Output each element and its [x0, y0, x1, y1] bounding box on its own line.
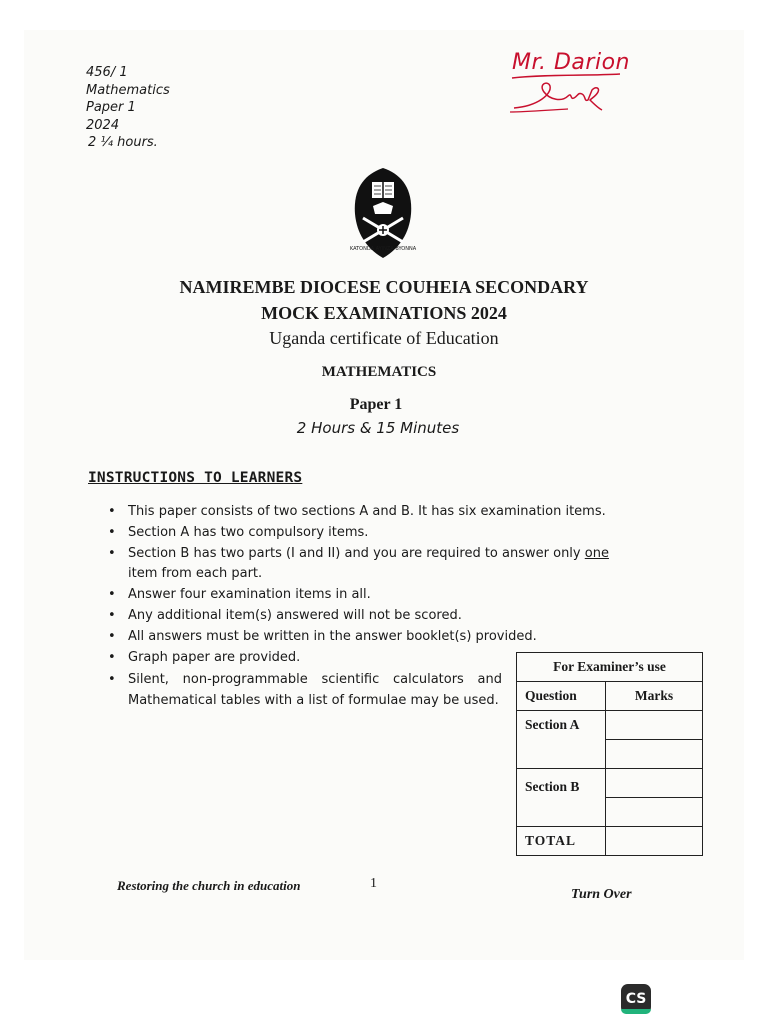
instruction-item: • Graph paper are provided.	[104, 648, 674, 668]
instruction-item: • All answers must be written in the answer booklet(s) provided.	[104, 627, 674, 647]
instruction-item: • This paper consists of two sections A and B. It has six examination items.	[104, 502, 674, 522]
exam-duration: 2 Hours & 15 Minutes	[296, 419, 460, 437]
instruction-item: • Section A has two compulsory items.	[104, 523, 674, 543]
turn-over-label: Turn Over	[571, 887, 632, 902]
section-b-label: Section B	[517, 769, 606, 827]
instruction-item: • Answer four examination items in all.	[104, 585, 674, 605]
section-b-marks-cell-2[interactable]	[606, 798, 703, 827]
paper-year: 2024	[86, 117, 120, 133]
page-number: 1	[370, 876, 377, 891]
section-a-label: Section A	[517, 711, 606, 769]
total-label: TOTAL	[517, 827, 606, 856]
section-b-marks-cell-1[interactable]	[606, 769, 703, 798]
paper-subject: Mathematics	[86, 82, 170, 98]
column-header-question: Question	[517, 682, 606, 711]
subject-title: MATHEMATICS	[321, 364, 437, 380]
section-a-marks-cell-2[interactable]	[606, 740, 703, 769]
examiner-handwritten-name: Mr. Darion	[512, 50, 630, 75]
certificate-name: Uganda certificate of Education	[269, 328, 499, 348]
camscanner-watermark-icon	[621, 984, 651, 1014]
instruction-item: • Silent, non-programmable scientific calculators and Mathematical tables with a list of formulae may be used.	[104, 669, 502, 711]
section-a-marks-cell-1[interactable]	[606, 711, 703, 740]
instruction-item: • Section B has two parts (I and II) and you are required to answer only one item from each part.	[104, 544, 674, 584]
watermark-label: CS	[625, 991, 647, 1007]
total-marks-cell[interactable]	[606, 827, 703, 856]
crest-motto: KATONDA AYINZA BYONNA	[349, 246, 417, 252]
paper-number: Paper 1	[86, 100, 136, 115]
paper-hours: 2 ¼ hours.	[88, 135, 158, 150]
examiner-table-caption: For Examiner’s use	[517, 653, 703, 682]
exam-title: MOCK EXAMINATIONS 2024	[261, 303, 507, 323]
instructions-heading: INSTRUCTIONS TO LEARNERS	[88, 470, 303, 486]
instruction-emphasis: one	[584, 546, 609, 561]
examiner-use-table	[516, 652, 703, 856]
watermark-bar	[621, 1009, 651, 1014]
instruction-item: • Any additional item(s) answered will not be scored.	[104, 606, 674, 626]
paper-code-block	[86, 64, 170, 152]
paper-title: Paper 1	[349, 396, 403, 413]
column-header-marks: Marks	[606, 682, 703, 711]
footer-motto: Restoring the church in education	[117, 878, 301, 893]
paper-code: 456/ 1	[86, 65, 128, 80]
examiner-signature	[508, 72, 628, 118]
school-name: NAMIREMBE DIOCESE COUHEIA SECONDARY	[179, 277, 589, 297]
